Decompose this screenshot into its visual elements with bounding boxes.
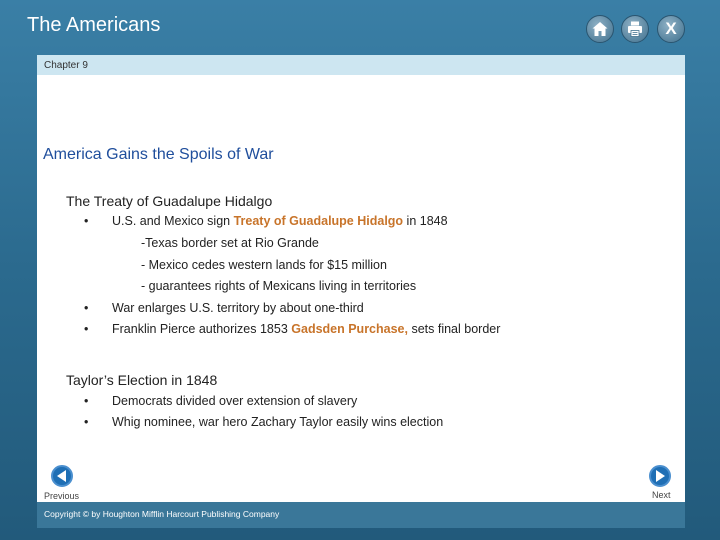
sub-point-texas: -Texas border set at Rio Grande [141, 236, 319, 250]
highlight-term: Gadsden Purchase, [291, 322, 408, 336]
bullet-text: Democrats divided over extension of slavery [112, 394, 358, 408]
app-title: The Americans [27, 14, 161, 36]
chapter-bar [37, 55, 685, 75]
section-title-treaty: The Treaty of Guadalupe Hidalgo [66, 193, 273, 209]
bullet-gadsden [84, 322, 500, 336]
bullet-text: War enlarges U.S. territory by about one-third [112, 301, 364, 315]
bullet-democrats [84, 394, 357, 408]
bullet-dot: • [84, 394, 89, 408]
next-label[interactable]: Next [652, 490, 671, 500]
copyright-text: Copyright © by Houghton Mifflin Harcourt Publishing Company [44, 509, 280, 519]
next-button[interactable] [649, 465, 671, 487]
arrow-right-icon [655, 470, 665, 482]
bullet-dot: • [84, 415, 89, 429]
highlight-term: Treaty of Guadalupe Hidalgo [233, 214, 404, 228]
bullet-text: sets final border [407, 322, 501, 336]
bullet-text: Franklin Pierce authorizes 1853 [112, 322, 292, 336]
previous-button[interactable] [51, 465, 73, 487]
bullet-dot: • [84, 322, 89, 336]
chapter-label: Chapter 9 [44, 60, 88, 71]
bullet-dot: • [84, 214, 89, 228]
home-button[interactable] [586, 15, 614, 43]
footer-bar [37, 502, 685, 528]
sub-point-mexico: - Mexico cedes western lands for $15 million [141, 258, 387, 272]
sub-point-rights: - guarantees rights of Mexicans living in territories [141, 279, 417, 293]
close-button[interactable] [657, 15, 685, 43]
close-icon: X [665, 19, 677, 38]
section-title-election: Taylor’s Election in 1848 [66, 372, 218, 388]
bullet-territory [84, 301, 364, 315]
arrow-left-icon [57, 470, 67, 482]
print-button[interactable] [621, 15, 649, 43]
bullet-text: U.S. and Mexico sign [112, 214, 234, 228]
previous-label[interactable]: Previous [44, 491, 80, 501]
slide-content [37, 55, 685, 502]
bullet-dot: • [84, 301, 89, 315]
bullet-text: in 1848 [403, 214, 448, 228]
slide-heading: America Gains the Spoils of War [43, 146, 274, 163]
bullet-text: Whig nominee, war hero Zachary Taylor easily wins election [112, 415, 444, 429]
bullet-whig [84, 415, 443, 429]
bullet-treaty-sign [84, 214, 448, 228]
home-icon [591, 20, 609, 38]
print-icon [626, 20, 644, 38]
